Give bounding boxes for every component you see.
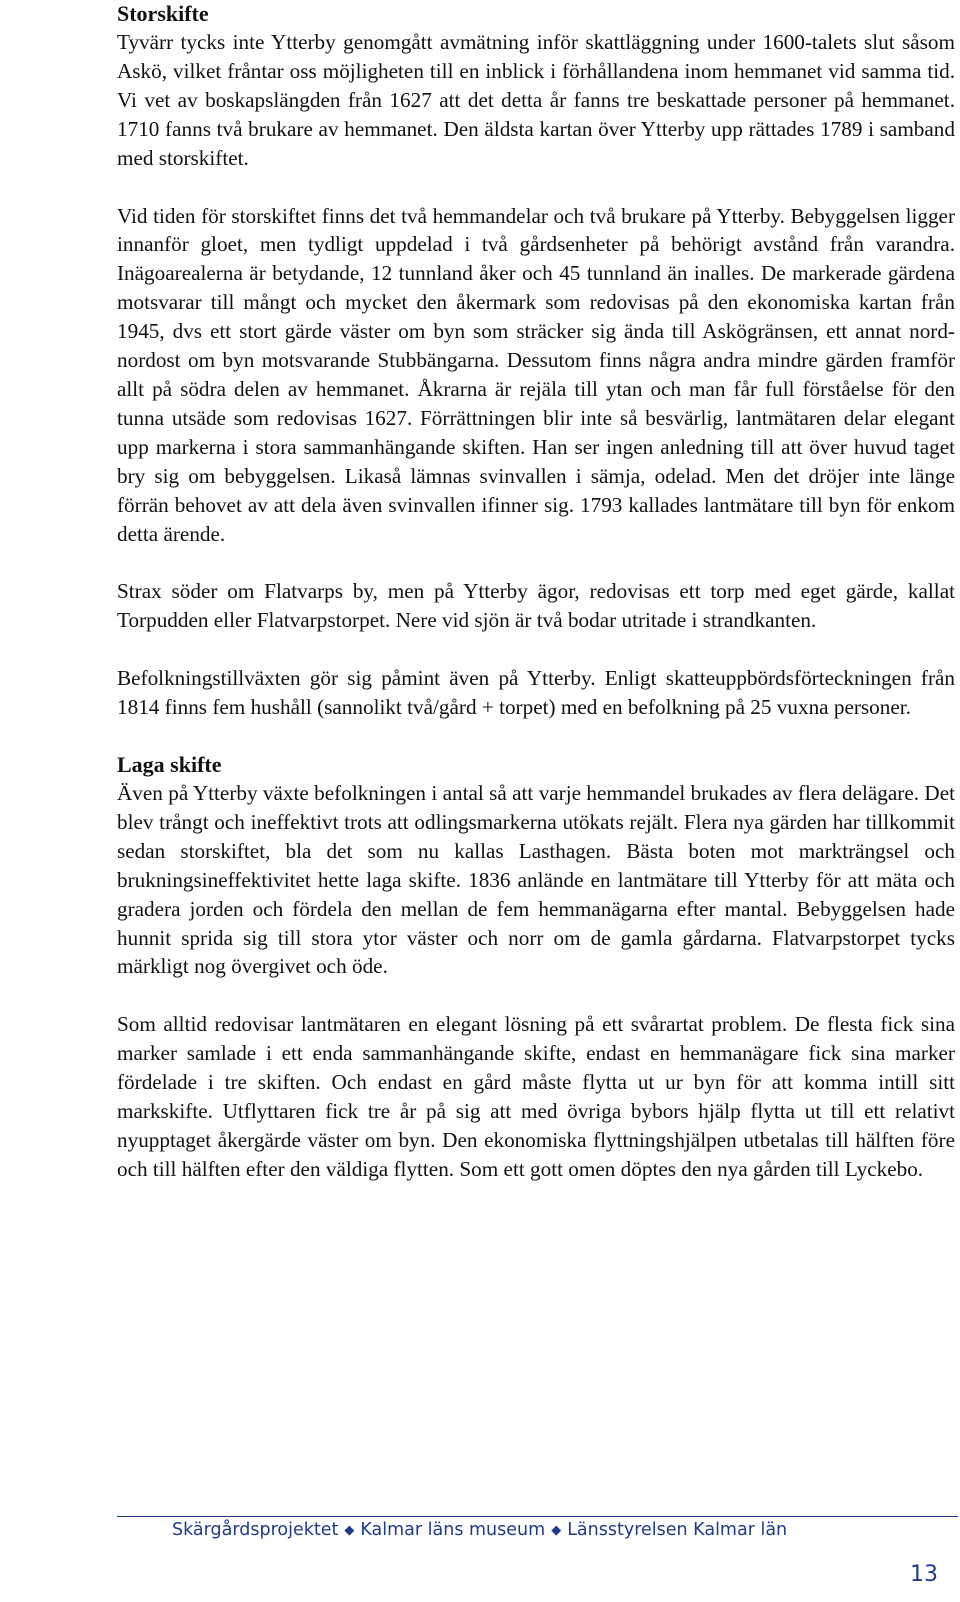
- diamond-icon: ◆: [344, 1523, 355, 1538]
- paragraph: Befolkningstillväxten gör sig påmint även på Ytterby. Enligt skatteuppbördsförteckningen från 1814 finns fem hushåll (sannolikt två/gård + torpet) med en befolkning på 25 vuxna personer.: [117, 666, 955, 720]
- paragraph: Vid tiden för storskiftet finns det två hemmandelar och två brukare på Ytterby. Bebyggelsen ligger innanför gloet, men tydligt uppdelad i två gårdsenheter på behörigt avstånd från varandra. Inägoarealerna är betydande, 12 tunnland åker och 45 tunnland än inalles. De markerade gärdena motsvarar till mångt och mycket den åkermark som redovisas på den ekonomiska kartan från 1945, dvs ett stort gärde väster om byn som sträcker sig ända till Askögränsen, ett annat nord-nordost om byn motsvarande Stubbängarna. Dessutom finns några andra mindre gärden framför allt på södra delen av hemmanet. Åkrarna är rejäla till ytan och man får full förståelse för den tunna utsäde som redovisas 1627. Förrättningen blir inte så besvärlig, lantmätaren delar elegant upp markerna i stora sammanhängande skiften. Han ser ingen anledning till att över huvud taget bry sig om bebyggelsen. Likaså lämnas svinvallen i sämja, odelad. Men det dröjer inte länge förrän behovet av att dela även svinvallen ifinner sig. 1793 kallades lantmätare till byn för enkom detta ärende.: [117, 203, 955, 546]
- page-content: [117, 0, 955, 1184]
- paragraph: Tyvärr tycks inte Ytterby genomgått avmätning inför skattläggning under 1600-talets slut såsom Askö, vilket fråntar oss möjligheten till en inblick i förhållandena inom hemmanet vid samma tid. Vi vet av boskapslängden från 1627 att det detta år fanns tre beskattade personer på hemmanet. 1710 fanns två brukare av hemmanet. Den äldsta kartan över Ytterby upp rättades 1789 i samband med storskiftet.: [117, 30, 955, 170]
- footer-project: Skärgårdsprojektet: [172, 1520, 339, 1540]
- paragraph: Strax söder om Flatvarps by, men på Ytterby ägor, redovisas ett torp med eget gärde, kallat Torpudden eller Flatvarpstorpet. Nere vid sjön är två bodar utritade i strandkanten.: [117, 579, 955, 633]
- footer: [172, 1520, 787, 1540]
- footer-county: Länsstyrelsen Kalmar län: [567, 1520, 788, 1540]
- paragraph: Även på Ytterby växte befolkningen i antal så att varje hemmandel brukades av flera delägare. Det blev trångt och ineffektivt trots att odlingsmarkerna utökats rejält. Flera nya gärden har tillkommit sedan storskiftet, bla det som nu kallas Lasthagen. Bästa boten mot markträngsel och brukningsineffektivitet hette laga skifte. 1836 anlände en lantmätare till Ytterby för att mäta och gradera jorden och fördela den mellan de fem hemmanägarna efter mantal. Bebyggelsen hade hunnit sprida sig till stora ytor väster och norr om de gamla gårdarna. Flatvarpstorpet tycks märkligt nog övergivet och öde.: [117, 781, 955, 979]
- page-number: 13: [910, 1562, 938, 1587]
- section-heading-storskifte: Storskifte: [117, 1, 209, 26]
- paragraph: Som alltid redovisar lantmätaren en elegant lösning på ett svårartat problem. De flesta fick sina marker samlade i ett enda sammanhängande skifte, endast en hemmanägare fick sina marker fördelade i tre skiften. Och endast en gård måste flytta ut ur byn för att komma intill sitt markskifte. Utflyttaren fick tre år på sig att med övriga bybors hjälp flytta ut till ett relativt nyupptaget åkergärde väster om byn. Den ekonomiska flyttningshjälpen utbetalas till hälften före och till hälften efter den väldiga flytten. Som ett gott omen döptes den nya gården till Lyckebo.: [117, 1012, 955, 1181]
- diamond-icon: ◆: [551, 1523, 562, 1538]
- footer-divider: [117, 1516, 958, 1517]
- footer-museum: Kalmar läns museum: [360, 1520, 546, 1540]
- section-heading-laga-skifte: Laga skifte: [117, 752, 222, 778]
